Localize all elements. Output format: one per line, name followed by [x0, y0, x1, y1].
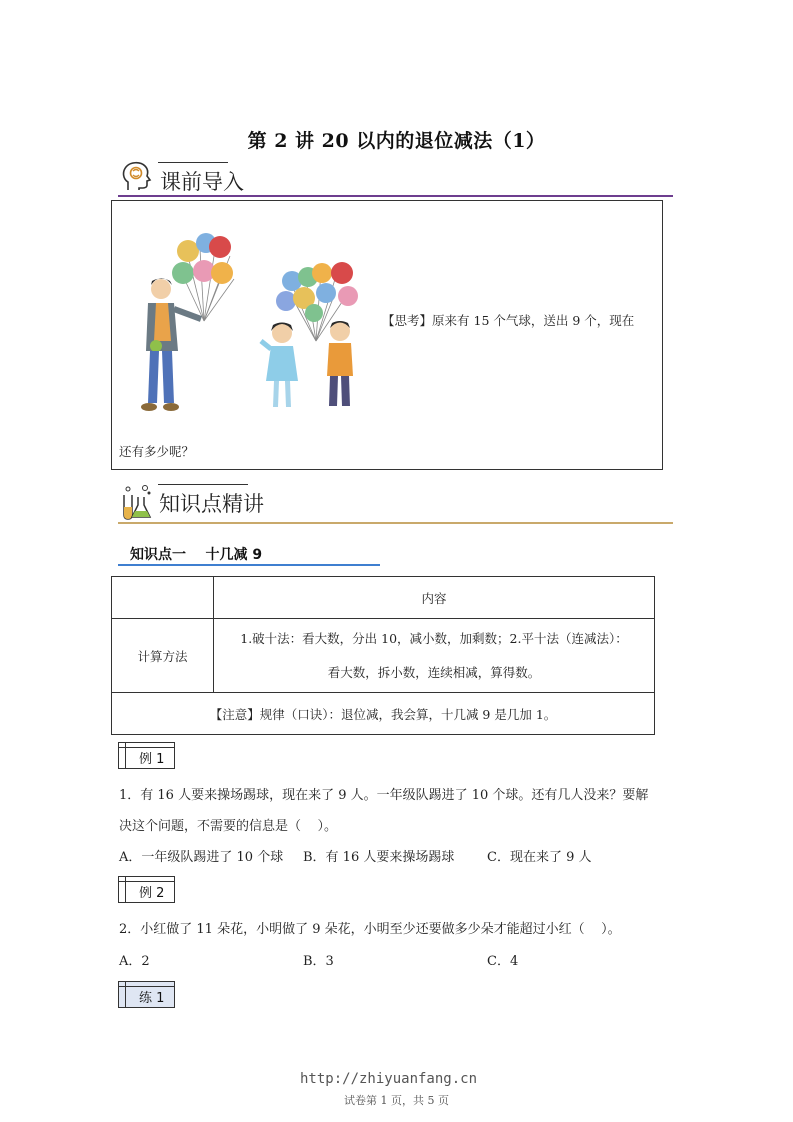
think-line	[382, 311, 634, 329]
example2-tag	[118, 876, 175, 903]
knowledge-point-title: 知识点一 十几减 9	[130, 547, 263, 563]
page-title: 第 2 讲 20 以内的退位减法（1）	[247, 130, 546, 152]
knowledge-table	[111, 576, 655, 735]
head-brain-icon	[118, 158, 154, 194]
table-note-row	[112, 693, 655, 735]
example2-question: 2．小红做了 11 朵花，小明做了 9 朵花，小明至少还要做多少朵才能超过小红（ ）。	[119, 922, 621, 937]
example1-tag-label: 例 1	[139, 752, 165, 767]
think-text: 原来有 15 个气球，送出 9 个，现在	[432, 313, 635, 328]
flask-icon	[118, 481, 154, 521]
knowledge-heading: 知识点精讲	[159, 492, 264, 516]
example2-tag-label: 例 2	[139, 886, 165, 901]
example2-option-b: B．3	[303, 954, 334, 969]
table-row-line1: 1.破十法：看大数，分出 10，减小数，加剩数；2.平十法（连减法）：	[240, 630, 628, 646]
table-header-content: 内容	[214, 577, 655, 619]
example1-option-a: A．一年级队踢进了 10 个球	[119, 850, 284, 865]
example2-option-c: C．4	[487, 954, 519, 969]
think-continuation: 还有多少呢？	[119, 444, 195, 459]
footer-url[interactable]: http://zhiyuanfang.cn	[300, 1071, 478, 1087]
practice1-tag-label: 练 1	[139, 991, 165, 1006]
table-row	[112, 619, 655, 693]
knowledge-rule	[118, 522, 673, 524]
practice1-tag	[118, 981, 175, 1008]
intro-section-head	[118, 158, 154, 198]
example1-tag	[118, 742, 175, 769]
example1-option-c: C．现在来了 9 人	[487, 850, 592, 865]
intro-box	[111, 200, 663, 470]
think-prefix: 【思考】	[382, 313, 433, 328]
knowledge-heading-overline	[158, 484, 248, 485]
example1-question-line2: 决这个问题，不需要的信息是（ ）。	[119, 819, 338, 834]
table-row-line2: 看大数，拆小数，连续相减，算得数。	[327, 664, 541, 680]
table-header-empty	[112, 577, 214, 619]
table-row-content	[214, 619, 655, 693]
page-number: 试卷第 1 页，共 5 页	[344, 1094, 449, 1107]
balloons-illustration	[126, 221, 386, 426]
table-header-row	[112, 577, 655, 619]
intro-rule	[118, 195, 673, 197]
example1-option-b: B．有 16 人要来操场踢球	[303, 850, 455, 865]
table-row-label: 计算方法	[112, 619, 214, 693]
knowledge-point-underline	[118, 564, 380, 566]
example2-option-a: A．2	[119, 954, 150, 969]
intro-heading: 课前导入	[160, 170, 244, 194]
example1-question-line1: 1．有 16 人要来操场踢球，现在来了 9 人。一年级队踢进了 10 个球。还有几人没来？要解	[119, 788, 649, 803]
intro-heading-overline	[158, 162, 228, 163]
knowledge-section-head	[118, 481, 154, 525]
table-note: 【注意】规律（口诀）：退位减，我会算，十几减 9 是几加 1。	[112, 693, 655, 735]
